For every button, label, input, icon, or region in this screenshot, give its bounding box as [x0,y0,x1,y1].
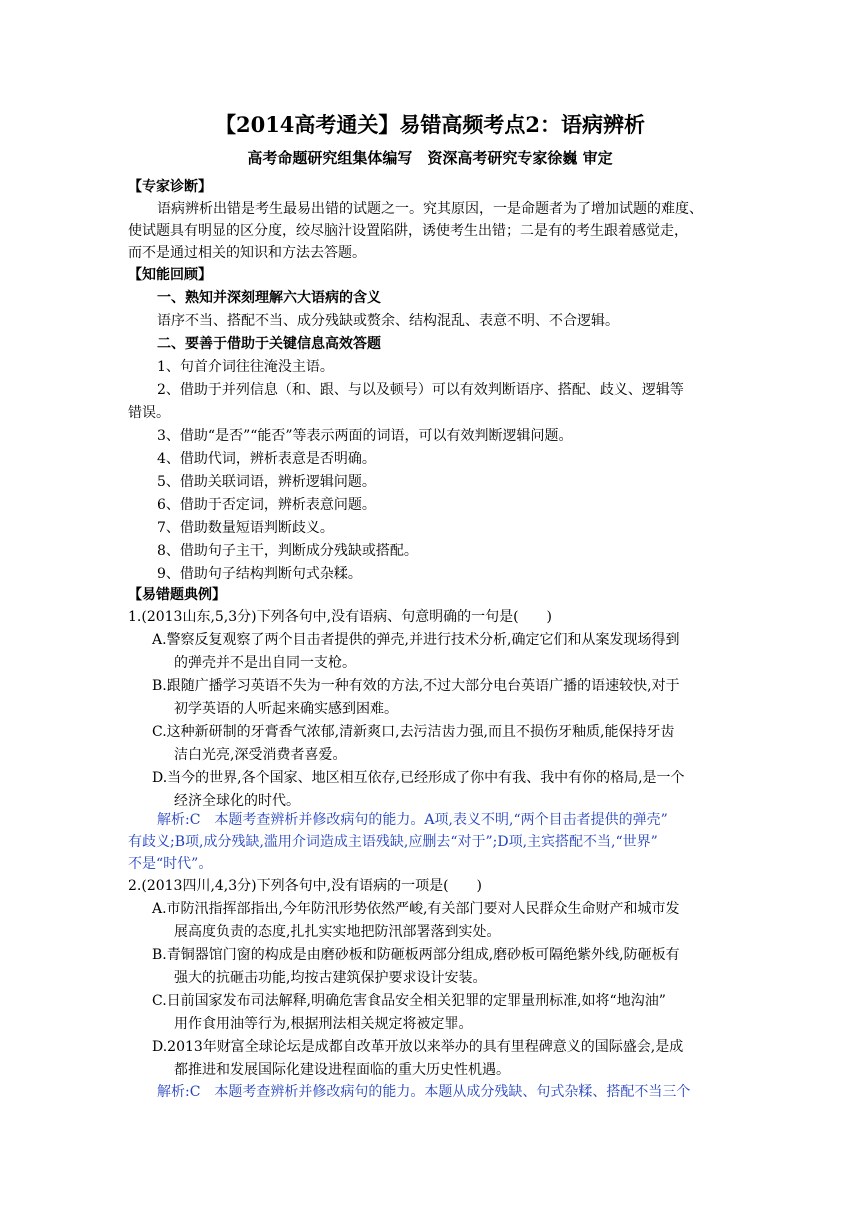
answer-analysis: 解析:C 本题考查辨析并修改病句的能力。本题从成分残缺、句式杂糅、搭配不当三个 [157,1084,691,1100]
question-option: 洁白光亮,深受消费者喜爱。 [174,747,347,763]
list-item: 2、借助于并列信息（和、跟、与以及顿号）可以有效判断语序、搭配、歧义、逻辑等 [157,382,684,398]
question-option: 展高度负责的态度,扎扎实实地把防汛部署落到实处。 [174,924,501,940]
question-option: 的弹壳并不是出自同一支枪。 [174,655,356,671]
question-stem: 2.(2013四川,4,3分)下列各句中,没有语病的一项是( ) [128,878,482,894]
question-stem: 1.(2013山东,5,3分)下列各句中,没有语病、句意明确的一句是( ) [128,609,552,625]
question-option: D.2013年财富全球论坛是成都自改革开放以来举办的具有里程碑意义的国际盛会,是成 [152,1039,684,1055]
question-option: B.青铜器馆门窗的构成是由磨砂板和防砸板两部分组成,磨砂板可隔绝紫外线,防砸板有 [152,947,680,963]
question-option: C.这种新研制的牙膏香气浓郁,清新爽口,去污洁齿力强,而且不损伤牙釉质,能保持牙齿 [152,724,675,740]
paragraph-line: 使试题具有明显的区分度，绞尽脑汁设置陷阱，诱使考生出错；二是有的考生跟着感觉走， [128,223,688,239]
section-heading-diagnosis: 【专家诊断】 [128,179,212,195]
question-option: 强大的抗砸击功能,均按古建筑保护要求设计安装。 [174,970,487,986]
question-option: A.警察反复观察了两个目击者提供的弹壳,并进行技术分析,确定它们和从案发现场得到 [152,632,680,648]
list-item: 1、句首介词往往淹没主语。 [157,359,334,375]
subheading-two: 二、要善于借助于关键信息高效答题 [157,336,381,352]
list-item: 错误。 [128,405,170,421]
paragraph-line: 而不是通过相关的知识和方法去答题。 [128,245,366,261]
page-title: 【2014高考通关】易错高频考点2：语病辨析 [214,112,646,137]
question-option: D.当今的世界,各个国家、地区相互依存,已经形成了你中有我、我中有你的格局,是一个 [152,770,685,786]
question-option: C.日前国家发布司法解释,明确危害食品安全相关犯罪的定罪量刑标准,如将“地沟油” [152,993,666,1009]
answer-analysis: 解析:C 本题考查辨析并修改病句的能力。A项,表义不明,“两个目击者提供的弹壳” [157,812,668,828]
subheading-one: 一、熟知并深刻理解六大语病的含义 [157,290,381,306]
question-option: A.市防汛指挥部指出,今年防汛形势依然严峻,有关部门要对人民群众生命财产和城市发 [152,901,680,917]
paragraph-line: 语病辨析出错是考生最易出错的试题之一。究其原因，一是命题者为了增加试题的难度、 [157,201,703,217]
answer-analysis: 有歧义;B项,成分残缺,滥用介词造成主语残缺,应删去“对于”;D项,主宾搭配不当,“世界” [128,834,658,850]
question-option: 用作食用油等行为,根据刑法相关规定将被定罪。 [174,1016,473,1032]
list-item: 7、借助数量短语判断歧义。 [157,520,334,536]
question-option: 初学英语的人听起来确实感到困难。 [174,701,398,717]
question-option: 都推进和发展国际化建设进程面临的重大历史性机遇。 [174,1062,510,1078]
question-option: B.跟随广播学习英语不失为一种有效的方法,不过大部分电台英语广播的语速较快,对于 [152,678,680,694]
list-item: 6、借助于否定词，辨析表意问题。 [157,497,376,513]
list-item: 4、借助代词，辨析表意是否明确。 [157,451,376,467]
section-heading-review: 【知能回顾】 [128,267,212,283]
list-item: 5、借助关联词语，辨析逻辑问题。 [157,474,376,490]
list-item: 8、借助句子主干，判断成分残缺或搭配。 [157,543,418,559]
page-subtitle: 高考命题研究组集体编写 资深高考研究专家徐巍 审定 [247,149,613,167]
paragraph-line: 语序不当、搭配不当、成分残缺或赘余、结构混乱、表意不明、不合逻辑。 [157,313,619,329]
section-heading-examples: 【易错题典例】 [128,587,226,603]
list-item: 3、借助“是否”“能否”等表示两面的词语，可以有效判断逻辑问题。 [157,428,573,444]
answer-analysis: 不是“时代”。 [128,856,213,872]
question-option: 经济全球化的时代。 [174,793,300,809]
list-item: 9、借助句子结构判断句式杂糅。 [157,566,362,582]
